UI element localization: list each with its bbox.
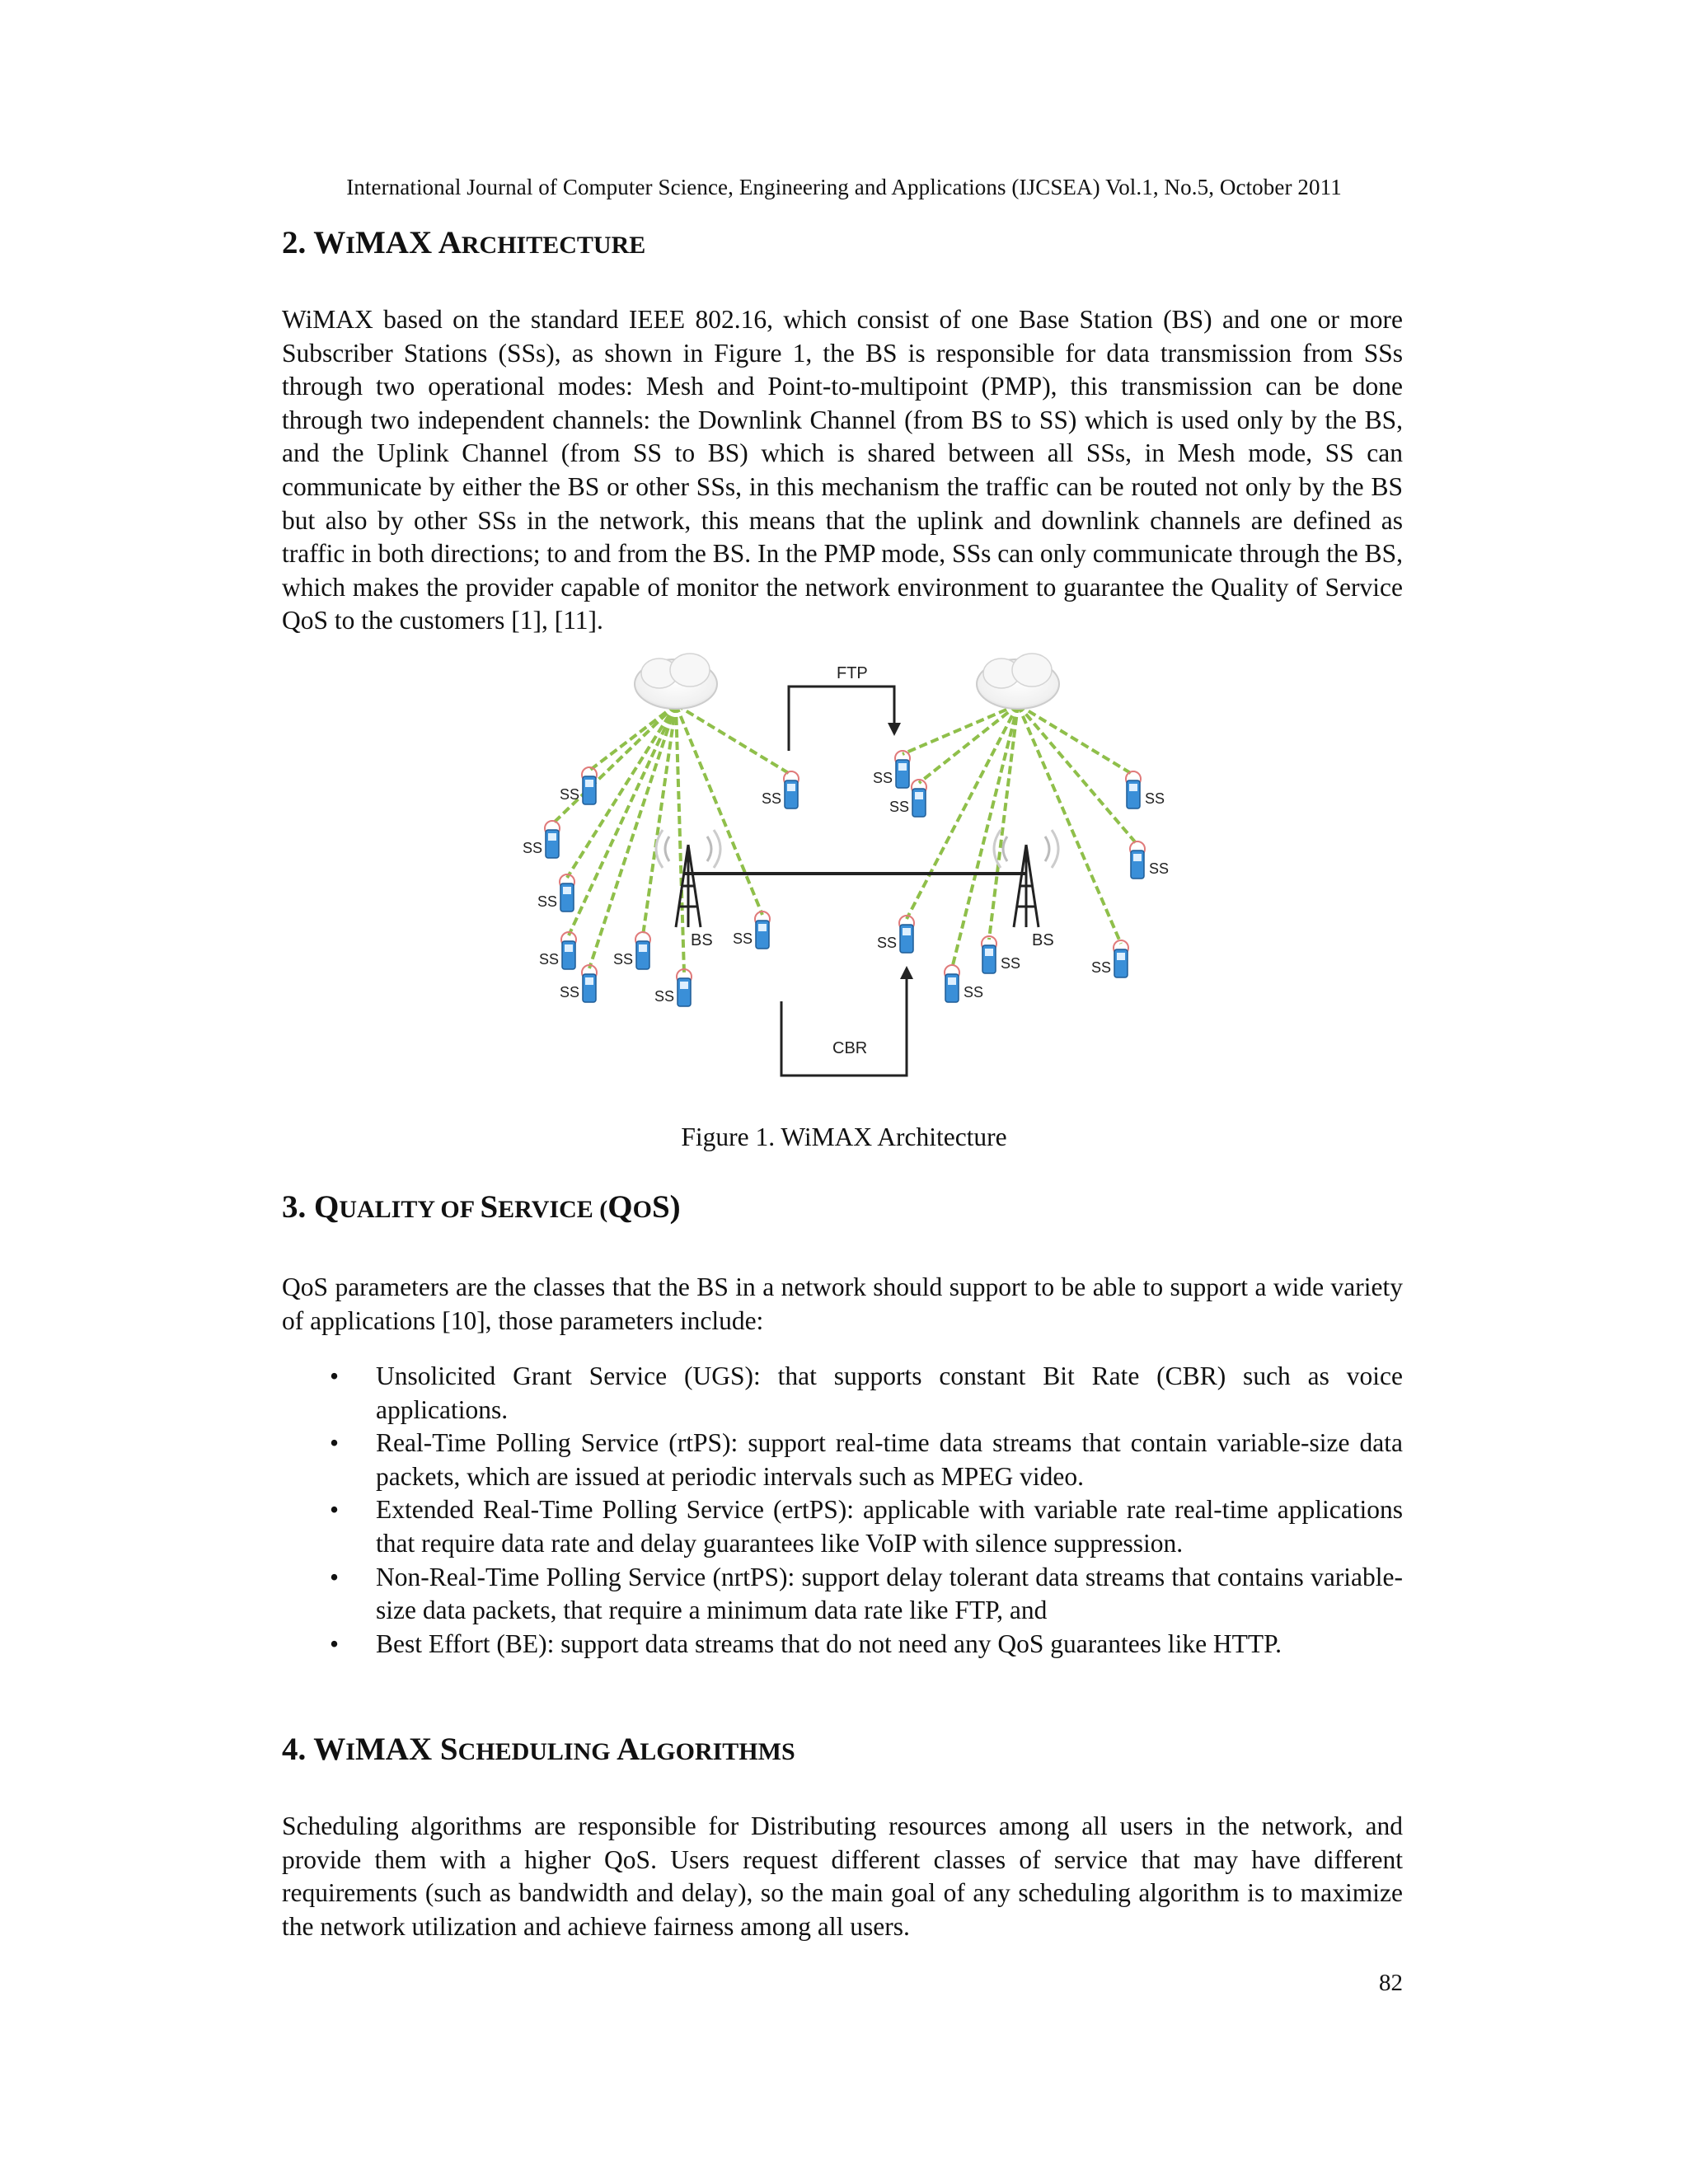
ss-label: SS — [1149, 860, 1170, 877]
list-item: • Unsolicited Grant Service (UGS): that supports constant Bit Rate (CBR) such as voice applications. — [330, 1361, 1403, 1424]
wimax-diagram — [523, 647, 1187, 1084]
section-3-heading: 3. QUALITY OF SERVICE (QOS) — [282, 1189, 681, 1225]
wireless-link — [589, 705, 676, 771]
ss-phone-icon — [912, 780, 926, 817]
ss-label: SS — [964, 984, 984, 1001]
section-4-heading: 4. WIMAX SCHEDULING ALGORITHMS — [282, 1732, 795, 1767]
ss-phone-icon — [784, 771, 799, 808]
wireless-link — [989, 705, 1018, 940]
ss-label: SS — [877, 935, 898, 951]
ss-phone-icon — [635, 932, 650, 969]
wireless-link — [676, 705, 791, 775]
ftp-arrow-head-icon — [888, 723, 901, 736]
qos-class-list — [282, 1360, 1403, 1661]
ss-label: SS — [613, 951, 634, 968]
list-item: • Extended Real-Time Polling Service (ertPS): applicable with variable rate real-time applications that require data rate and delay guarantees like VoIP with silence suppression. — [330, 1495, 1403, 1558]
running-header: International Journal of Computer Science, Engineering and Applications (IJCSEA) Vol.1, No.5, October 2011 — [346, 175, 1342, 199]
cbr-arrow-head-icon — [900, 966, 913, 979]
subscriber-stations — [523, 751, 1169, 1006]
bs-tower-left-icon — [656, 830, 720, 927]
wireless-link — [919, 705, 1018, 783]
ss-phone-icon — [1130, 841, 1145, 879]
ss-phone-icon — [895, 751, 910, 788]
section-2-heading: 2. WIMAX ARCHITECTURE — [282, 225, 646, 260]
ss-label: SS — [539, 951, 560, 968]
ss-phone-icon — [560, 874, 574, 912]
ss-phone-icon — [677, 969, 692, 1006]
section-3-paragraph: QoS parameters are the classes that the BS in a network should support to be able to support a wide variety of applications [10], those parameters include: — [282, 1272, 1403, 1335]
ss-label: SS — [523, 840, 543, 856]
ss-label: SS — [560, 786, 580, 803]
wireless-link — [589, 705, 676, 968]
ss-label: SS — [537, 893, 558, 910]
list-item: • Best Effort (BE): support data streams that do not need any QoS guarantees like HTTP. — [330, 1629, 1282, 1658]
section-4-paragraph: Scheduling algorithms are responsible for Distributing resources among all users in the network, and provide them with a higher QoS. Users request different classes of service that may have different requirements (such as bandwidth and delay), so the main goal of any scheduling algorithm is to maximize the network utilization and achieve fairness among all users. — [282, 1811, 1403, 1941]
wireless-link — [1018, 705, 1133, 775]
ss-label: SS — [1145, 790, 1165, 807]
page-number: 82 — [1379, 1970, 1403, 1996]
ss-label: SS — [762, 790, 782, 807]
list-item: • Non-Real-Time Polling Service (nrtPS): support delay tolerant data streams that contains variable-size data packets, that require a minimum data rate like FTP, and — [330, 1562, 1403, 1625]
figure-caption: Figure 1. WiMAX Architecture — [681, 1122, 1007, 1151]
ss-label: SS — [1091, 959, 1112, 976]
list-item: • Real-Time Polling Service (rtPS): support real-time data streams that contain variable-size data packets, which are issued at periodic intervals such as MPEG video. — [330, 1428, 1403, 1491]
bs-label-right: BS — [1032, 931, 1054, 949]
bs-tower-right-icon — [994, 830, 1058, 927]
bs-label-left: BS — [691, 931, 713, 949]
ss-phone-icon — [1114, 940, 1128, 977]
ss-label: SS — [560, 984, 580, 1001]
ss-phone-icon — [945, 965, 959, 1002]
ss-phone-icon — [561, 932, 576, 969]
ftp-label: FTP — [837, 664, 868, 682]
cbr-connector — [781, 972, 907, 1076]
ss-phone-icon — [982, 936, 996, 973]
cbr-label: CBR — [832, 1039, 868, 1057]
cloud-left-icon — [635, 654, 717, 709]
ss-label: SS — [1001, 955, 1021, 972]
ss-phone-icon — [899, 916, 914, 953]
ss-phone-icon — [582, 965, 597, 1002]
wireless-link — [1018, 705, 1137, 845]
ss-label: SS — [733, 930, 753, 947]
ss-label: SS — [654, 988, 675, 1005]
ss-phone-icon — [545, 821, 560, 858]
section-2-paragraph: WiMAX based on the standard IEEE 802.16, which consist of one Base Station (BS) and one or more Subscriber Stations (SSs), as shown in Figure 1, the BS is responsible for data transmission from SSs through two operational modes: Mesh and Point-to-multipoint (PMP), this transmission can be done through two independent channels: the Downlink Channel (from BS to SS) which is used only by the BS, and the Uplink Channel (from SS to BS) which is shared between all SSs, in Mesh mode, SS can communicate by either the BS or other SSs, in this mechanism the traffic can be routed not only by the BS but also by other SSs in the network, this means that the uplink and downlink channels are defined as traffic in both directions; to and from the BS. In the PMP mode, SSs can only communicate through the BS, which makes the provider capable of monitor the network environment to guarantee the Quality of Service QoS to the customers [1], [11]. — [282, 305, 1403, 635]
ss-phone-icon — [1126, 771, 1141, 808]
wireless-link — [903, 705, 1018, 754]
wireless-link — [952, 705, 1018, 968]
ss-phone-icon — [755, 912, 770, 949]
ss-phone-icon — [582, 767, 597, 804]
cloud-right-icon — [977, 654, 1059, 709]
ss-label: SS — [873, 770, 893, 786]
ss-label: SS — [889, 799, 910, 815]
ftp-connector — [789, 687, 894, 751]
wireless-link — [676, 705, 684, 972]
wimax-architecture-figure — [523, 647, 1187, 1084]
